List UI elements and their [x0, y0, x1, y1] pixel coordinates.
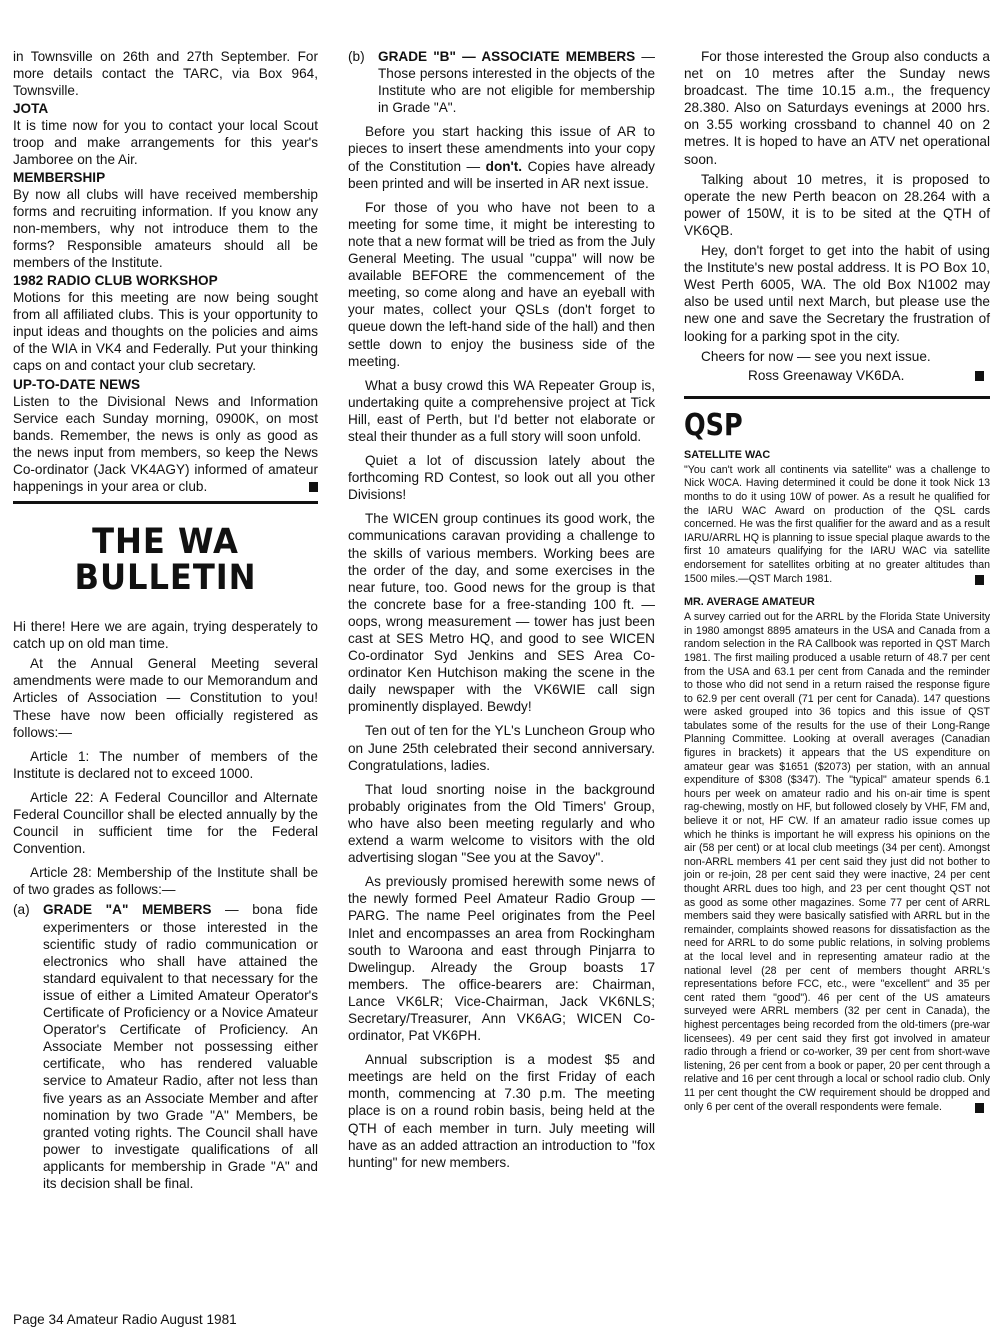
avg-text: A survey carried out for the ARRL by the Florida State University in 1980 amongst 8895 amateurs in the USA and Canada from a random selection in the RA Callbook was reported in QST March 1981. The first mailing produced a usable return of 48.7 per cent from the USA and 63.1 per cent from Canada and the reminder to those who did not send in a return raised the response figure to 62.9 per cent overall (71 per cent for Canada). 147 questions were asked grouped into 36 topics and this issue of QST tabulates some of the results for the use of their Long-Range Planning Committee. Looking at overall averages (Canadian figures in brackets) it appears that the US expenditure on amateur gear was $1651 ($2073) per station, with an annual expenditure of $308 ($347). The "typical" amateur spends 6.1 hours per week on amateur radio and his on-air time is spent rag-chewing, mostly on HF, but followed closely by VHF, FM and, believe it or not, HF CW. If an amateur radio issue comes up which he thinks is important he will express his opinions on the air (58 per cent) or at local club meetings (34 per cent). Amongst non-ARRL members 41 per cent said they just did not bother to join or re-join, 28 per cent said they were inactive, 24 per cent thought ARRL dues too high, and 23 per cent thought QST not as good as some other magazines. Some 77 per cent of ARRL members said they were basically satisfied with ARRL but in the remainder, complaints showed reasons for dissatisfaction as the need for ARRL to do some public relations, in solving problems at the local level and in representing amateur radio at the national level (28 per cent of members thought ARRL's representations before FCC, etc., were "excellent" and 35 per cent rated them "good"). 46 per cent of the US amateurs surveyed were ARRL members (32 per cent in Canada), the highest percentages being recorded from the old-timers (pre-war licensees). 49 per cent said they first got involved in amateur radio through a friend or co-worker, 39 per cent from short-wave listening, 26 per cent from a book or paper, 20 per cent through a relative and 16 per cent through a local or school radio club. Only 11 per cent thought the CW requirement should be dropped and only 6 per cent of the overall respondents were female.: [684, 611, 990, 1113]
signature-line: [684, 367, 990, 384]
news-body: [13, 393, 318, 496]
col2-paragraph-4: Quiet a lot of discussion lately about the forthcoming RD Contest, so look out all you other Divisions!: [348, 453, 655, 503]
p1-bold: don't.: [485, 158, 523, 174]
jota-body: It is time now for you to contact your local Scout troop and make arrangements for this year's Jamboree on the Air.: [13, 118, 318, 168]
col3-paragraph-2: Talking about 10 metres, it is proposed to operate the new Perth beacon on 28.264 with a power of 150W, it is to be sited at the QTH of VK6QB.: [684, 171, 990, 238]
col2-paragraph-1: [348, 123, 655, 191]
grade-b-label: (b): [348, 49, 365, 64]
col2-paragraph-6: Ten out of ten for the YL's Luncheon Group who on June 25th celebrated their second anniversary. Congratulations, ladies.: [348, 723, 655, 773]
membership-heading: MEMBERSHIP: [13, 169, 106, 185]
wa-paragraph-5: Article 28: Membership of the Institute shall be of two grades as follows:—: [13, 865, 318, 898]
end-mark: [975, 575, 984, 585]
col3-paragraph-3: Hey, don't forget to get into the habit of using the Institute's new postal address. It is PO Box 10, West Perth 6005, WA. The old Box N1002 may also be used until next March, but please use the new one and save the Secretary the frustration of looking for a parking spot in the city.: [684, 243, 990, 344]
grade-a-body: — bona fide experimenters or those interested in the scientific study of radio communication or electronics who shall have attained the standard equivalent to that necessary for the issue of either a Limited Amateur Operator's Certificate of Proficiency or a Novice Amateur Operator's Certificate of Proficiency. An Associate Member not possessing either certificate, who has rendered valuable service to Amateur Radio, after not less than five years as an Associate Member and after nomination by two Grade "A" Members, be granted voting rights. The Council shall have power to investigate qualifications of all applicants for membership in Grade "A" and its decision shall be final.: [43, 902, 318, 1191]
col2-paragraph-8: As previously promised herewith some news of the newly formed Peel Amateur Radio Group — PARG. The name Peel originates from the Peel Inlet and encompasses an area from Rockingham south to Waroona and east through Pinjarra to Dwelingup. Already the Group boasts 17 members. The office-bearers are: Chairman, Lance VK6LR; Vice-Chairman, Jack VK6NLS; Secretary/Treasurer, Ann VK6AG; WICEN Co-ordinator, Pat VK6PH.: [348, 874, 655, 1044]
wa-paragraph-1: Hi there! Here we are again, trying desperately to catch up on old man time.: [13, 619, 318, 652]
p1-text-a: Before you start hacking this issue of AR to pieces to insert these amendments into your copy of the Constitution —: [348, 124, 655, 174]
col2-paragraph-9: Annual subscription is a modest $5 and meetings are held on the first Friday of each month, commencing at 7.30 p.m. The meeting place is on a round robin basis, being held at the QTH of each member in turn. July meeting will have as an added attraction an introduction to "fox hunting" for new members.: [348, 1052, 655, 1170]
col2-paragraph-5: The WICEN group continues its good work, the communications caravan providing a challenge to the skills of various members. Working bees are the order of the day, and some exercises in the near future, too. Good news for the group is that the concrete base for a free-standing 100 ft. — oops, wrong measurement — tower has just been cast at SES Metro HQ, and good to see WICEN Co-ordinator Syd Jenkins and SES Area Co-ordinator Ken Hutchison making the scene in the daily newspaper with the VK6WIE call sign prominently displayed. Bewdy!: [348, 511, 655, 715]
grade-a-label: (a): [13, 902, 30, 918]
column-2: [348, 48, 655, 1171]
grade-a-heading: GRADE "A" MEMBERS: [43, 902, 212, 918]
qsp-title: QSP: [684, 407, 743, 443]
news-heading: UP-TO-DATE NEWS: [13, 376, 141, 392]
jota-heading: JOTA: [13, 101, 49, 117]
bulletin-title-line-2: BULLETIN: [74, 558, 257, 599]
satellite-wac-body: [684, 464, 990, 586]
qsp-rule: [684, 396, 990, 399]
col2-paragraph-7: That loud snorting noise in the background probably originates from the Old Timers' Group, who have also been meeting regularly and who extend a warm welcome to visitors with the old advertising slogan "See you at the Savoy".: [348, 781, 655, 866]
news-body-text: Listen to the Divisional News and Information Service each Sunday morning, 0900K, on most bands. Remember, the news is only as good as the news input from members, so keep the News Co-ordinator (Jack VK4AGY) informed of amateur happenings in your area or club.: [13, 393, 318, 494]
col2-paragraph-3: What a busy crowd this WA Repeater Group is, undertaking quite a comprehensive project at Tick Hill, east of Perth, but I'd better not elaborate or steal their thunder as a full story will soon unfold.: [348, 377, 655, 444]
signature: Ross Greenaway VK6DA.: [748, 367, 905, 383]
bulletin-title: [25, 522, 306, 599]
wa-paragraph-4: Article 22: A Federal Councillor and Alternate Federal Councillor shall be elected annually by the Council in sufficient time for the Federal Convention.: [13, 789, 318, 857]
column-1: [13, 48, 318, 1192]
end-mark: [975, 1103, 984, 1113]
grade-a-text: [43, 901, 318, 1192]
end-mark: [975, 371, 984, 381]
avg-amateur-body: [684, 611, 990, 1114]
bulletin-title-line-1: THE WA: [92, 522, 239, 563]
wa-paragraph-2: At the Annual General Meeting several amendments were made to our Memorandum and Articles of Association — Constitution to you! These have now been officially registered as follows:—: [13, 656, 318, 740]
grade-a-item: [13, 901, 318, 1192]
grade-b-item: [348, 48, 655, 116]
col2-paragraph-2: For those of you who have not been to a meeting for some time, it might be interesting to note that a new format will be tried as from the July General Meeting. The usual "cuppa" will now be available BEFORE the commencement of the meeting, so come along and have an eyeball with your mates, collect your QSLs (don't forget to queue down the left-hand side of the hall) and then settle down to enjoy the business side of the meeting.: [348, 199, 655, 369]
workshop-heading: 1982 RADIO CLUB WORKSHOP: [13, 273, 218, 289]
column-3: [684, 48, 990, 1114]
grade-b-body: — Those persons interested in the objects of the Institute who are not eligible for membership in Grade "A".: [378, 49, 655, 116]
grade-b-heading: GRADE "B" — ASSOCIATE MEMBERS: [378, 49, 636, 64]
p1-text-b: Copies have already been printed and will be inserted in AR next issue.: [348, 158, 655, 191]
wa-paragraph-3: Article 1: The number of members of the Institute is declared not to exceed 1000.: [13, 748, 318, 781]
intro-tail: in Townsville on 26th and 27th September. For more details contact the TARC, via Box 964, Townsville.: [13, 49, 318, 99]
membership-body: By now all clubs will have received membership forms and recruiting information. If you know any non-members, why not introduce them to the forms? Responsible amateurs should all be members of the Institute.: [13, 186, 318, 270]
satellite-wac-heading: SATELLITE WAC: [684, 448, 771, 461]
grade-b-text: [378, 48, 655, 116]
col3-paragraph-4: Cheers for now — see you next issue.: [701, 348, 931, 364]
workshop-body: Motions for this meeting are now being sought from all affiliated clubs. This is your opportunity to input ideas and thoughts on the policies and aims of the WIA in VK4 and Federally. Put your thinking caps on and contact your club secretary.: [13, 290, 318, 374]
section-rule: [13, 501, 318, 504]
col3-paragraph-1: For those interested the Group also conducts a net on 10 metres after the Sunday news broadcast. The time 10.15 a.m., the frequency 28.380. Also on Saturdays evenings at 2000 hrs. on 3.55 working crossband to channel 40 on 2 metres. It is hoped to have an ATV net operational soon.: [684, 49, 990, 167]
wac-text: "You can't work all continents via satellite" was a challenge to Nick W0CA. Having determined it could be done it took Nick 13 months to do it using 10W of power. As a result he qualified for the IARU WAC Award on production of the QSL cards concerned. He was the first qualifier for the award and as a result IARU/ARRL HQ is planning to issue special plaque awards to the first 10 amateurs qualifying for the IARU WAC via satellite endorsement for satellites orbiting at no greater altitudes than 1500 miles.—QST March 1981.: [684, 463, 990, 585]
avg-amateur-heading: MR. AVERAGE AMATEUR: [684, 596, 815, 609]
page-footer: Page 34 Amateur Radio August 1981: [13, 1312, 237, 1327]
end-mark: [309, 482, 318, 492]
